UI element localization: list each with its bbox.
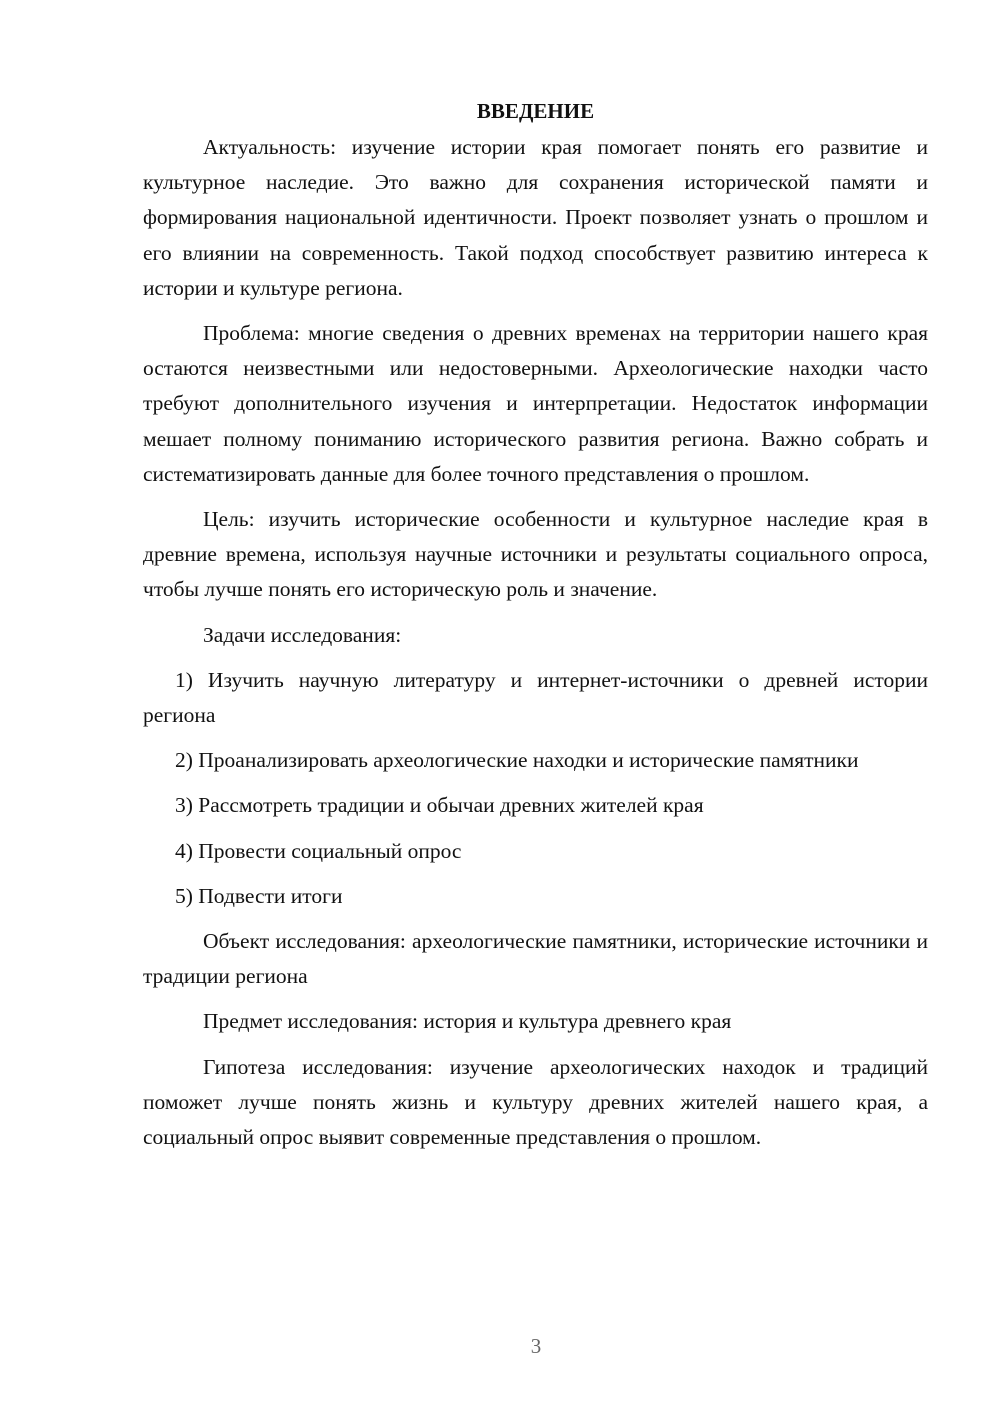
tasks-heading: Задачи исследования:	[203, 622, 402, 647]
page-number: 3	[530, 1334, 542, 1358]
paragraph-hypothesis: Гипотеза исследования: изучение археологических находок и традиций поможет лучше понять жизнь и культуру древних жителей нашего края, а социальный опрос выявит современные представления о прошлом.	[143, 1054, 928, 1150]
section-title: ВВЕДЕНИЕ	[476, 99, 595, 123]
paragraph-object: Объект исследования: археологические памятники, исторические источники и традиции региона	[143, 929, 928, 989]
paragraph-goal: Цель: изучить исторические особенности и культурное наследие края в древние времена, используя научные источники и результаты социального опроса, чтобы лучше понять его историческую роль и значение.	[143, 507, 928, 602]
paragraph-subject: Предмет исследования: история и культура древнего края	[203, 1009, 732, 1034]
task-item-2: 2) Проанализировать археологические находки и исторические памятники	[175, 748, 859, 773]
task-item-5: 5) Подвести итоги	[175, 883, 343, 908]
task-item-1: 1) Изучить научную литературу и интернет-источники о древней истории региона	[143, 667, 928, 728]
task-item-3: 3) Рассмотреть традиции и обычаи древних жителей края	[175, 793, 704, 818]
paragraph-problem: Проблема: многие сведения о древних временах на территории нашего края остаются неизвестными или недостоверными. Археологические находки часто требуют дополнительного изучения и интерпретации. Недостаток информации мешает полному пониманию исторического развития региона. Важно собрать и систематизировать данные для более точного представления о прошлом.	[143, 321, 928, 486]
document-page	[143, 96, 928, 1155]
task-item-4: 4) Провести социальный опрос	[175, 838, 462, 863]
paragraph-relevance: Актуальность: изучение истории края помогает понять его развитие и культурное наследие. Это важно для сохранения исторической памяти и формирования национальной идентичности. Проект позволяет узнать о прошлом и его влиянии на современность. Такой подход способствует развитию интереса к истории и культуре региона.	[143, 135, 928, 300]
